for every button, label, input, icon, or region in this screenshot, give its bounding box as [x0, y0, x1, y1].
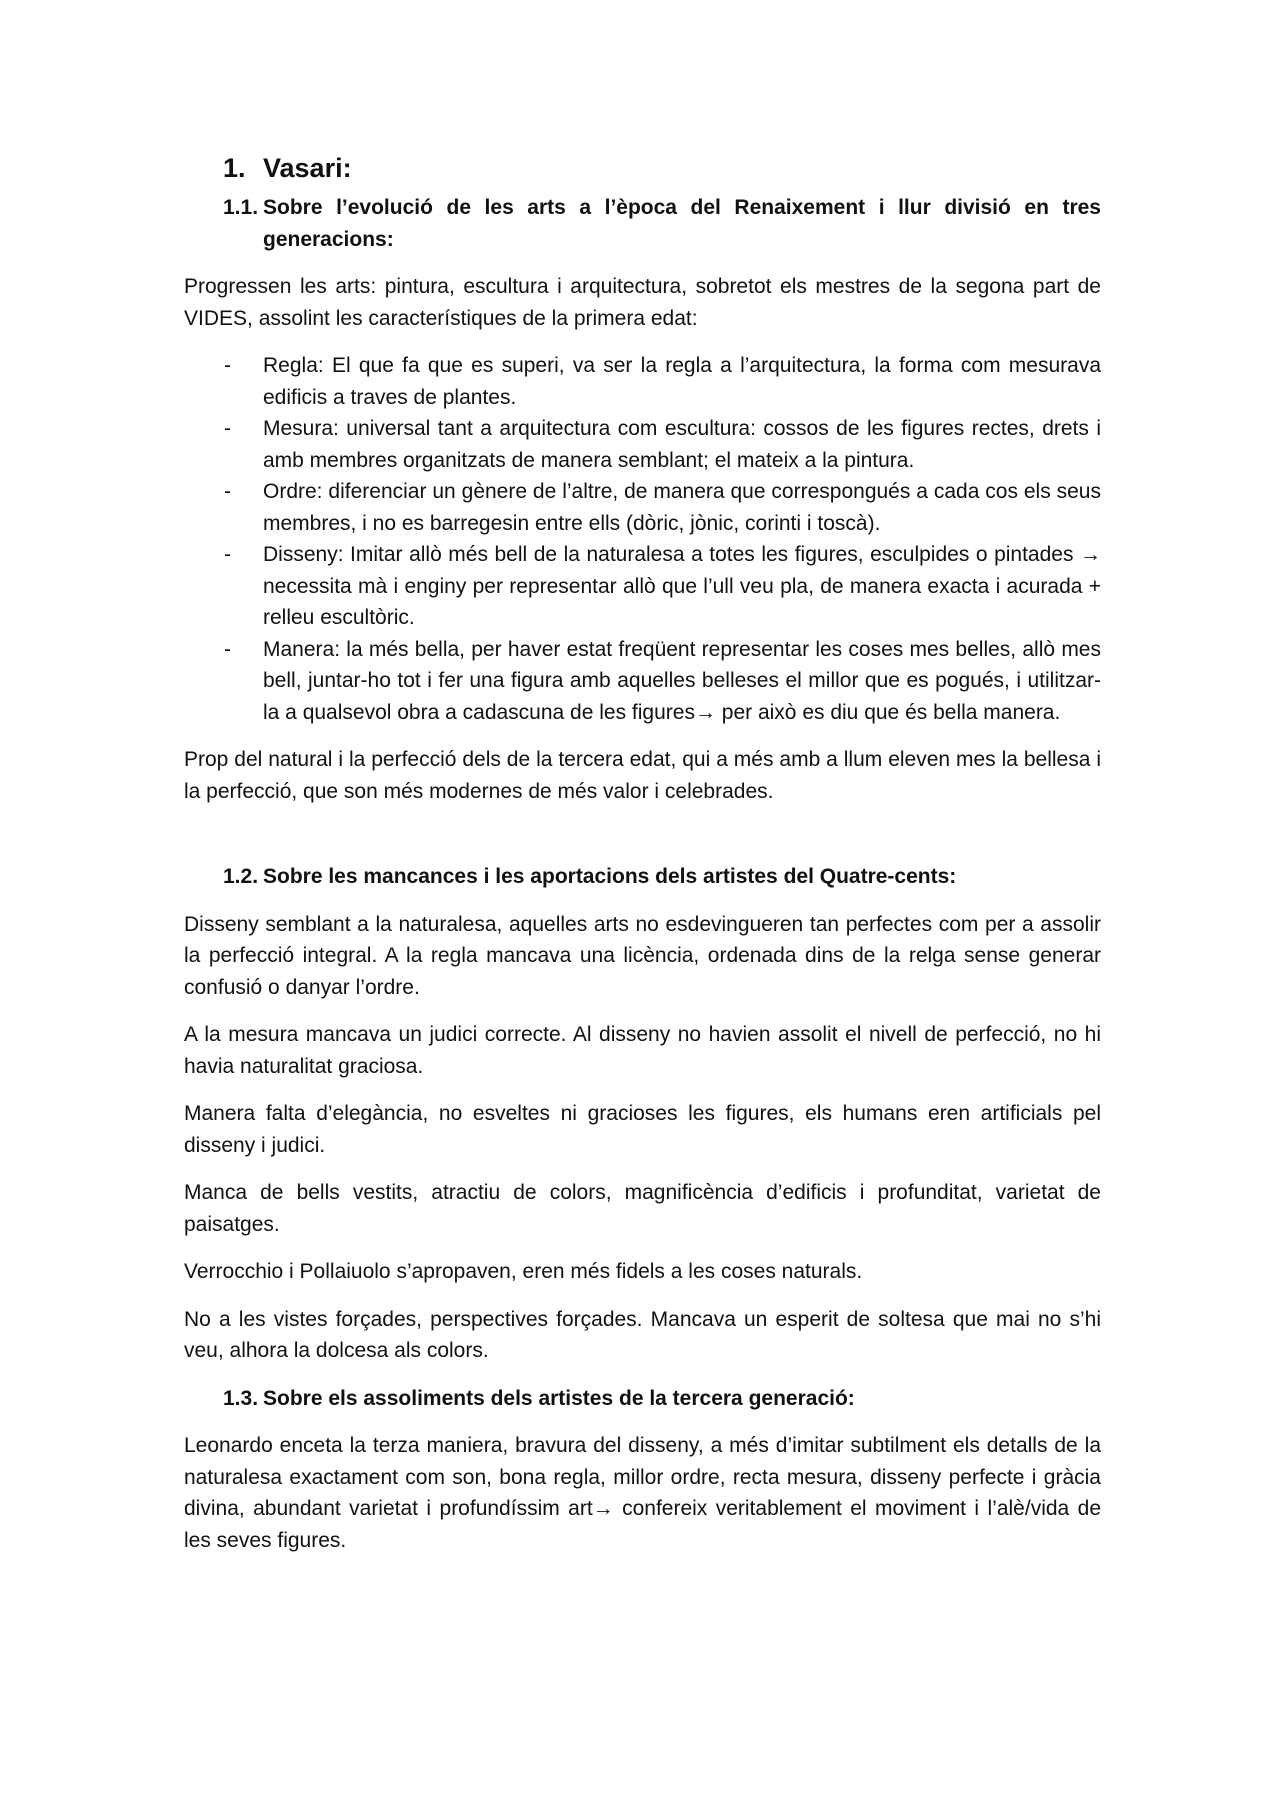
document-page: [184, 150, 1101, 1556]
list-item: [184, 476, 1101, 539]
list-item: [184, 350, 1101, 413]
list-item-text: Mesura: universal tant a arquitectura com escultura: cossos de les figures rectes, drets i amb membres organitzats de manera semblant; el mateix a la pintura.: [263, 417, 1101, 472]
heading-1: [223, 150, 1101, 186]
list-item: [184, 634, 1101, 729]
heading-1-3: [223, 1383, 1101, 1415]
paragraph-manca: Manca de bells vestits, atractiu de colors, magnificència d’edificis i profunditat, varietat de paisatges.: [184, 1181, 1101, 1236]
paragraph-mesura: A la mesura mancava un judici correcte. Al disseny no havien assolit el nivell de perfecció, no hi havia naturalitat graciosa.: [184, 1023, 1101, 1078]
heading-1-1: [223, 192, 1101, 255]
characteristics-list: [184, 350, 1101, 728]
list-dash: -: [224, 480, 231, 503]
paragraph-leonardo: Leonardo enceta la terza maniera, bravura del disseny, a més d’imitar subtilment els detalls de la naturalesa exactament com son, bona regla, millor ordre, recta mesura, disseny perfecte i gràcia divina, abundant varietat i profundíssim art→ confereix veritablement el moviment i l’alè/vida de les seves figures.: [184, 1434, 1101, 1552]
heading-1-2-number: 1.2.: [223, 865, 259, 888]
heading-1-2-title: Sobre les mancances i les aportacions dels artistes del Quatre-cents:: [263, 865, 957, 888]
paragraph-disseny: Disseny semblant a la naturalesa, aquelles arts no esdevingueren tan perfectes com per a assolir la perfecció integral. A la regla mancava una licència, ordenada dins de la relga sense generar confusió o danyar l’ordre.: [184, 912, 1101, 999]
list-dash: -: [224, 637, 231, 661]
paragraph-third-age: Prop del natural i la perfecció dels de la tercera edat, qui a més amb a llum eleven mes la bellesa i la perfecció, que son més modernes de més valor i celebrades.: [184, 748, 1101, 803]
heading-1-1-number: 1.1.: [223, 196, 259, 219]
heading-1-2: [223, 861, 1101, 893]
list-dash: -: [224, 543, 231, 566]
paragraph-verrocchio: Verrocchio i Pollaiuolo s’apropaven, eren més fidels a les coses naturals.: [184, 1260, 863, 1283]
heading-1-number: 1.: [223, 153, 246, 183]
list-item-text: Disseny: Imitar allò més bell de la naturalesa a totes les figures, esculpides o pintades → necessita mà i enginy per representar allò que l’ull veu pla, de manera exacta i acurada + relleu escultòric.: [263, 543, 1101, 629]
paragraph-manera: Manera falta d’elegància, no esveltes ni gracioses les figures, els humans eren artificials pel disseny i judici.: [184, 1102, 1101, 1157]
list-dash: -: [224, 417, 231, 440]
spacer: [184, 807, 1101, 861]
list-item-text: Regla: El que fa que es superi, va ser la regla a l’arquitectura, la forma com mesurava edificis a traves de plantes.: [263, 354, 1101, 409]
list-item: [184, 413, 1101, 476]
list-item-text: Ordre: diferenciar un gènere de l’altre, de manera que correspongués a cada cos els seus membres, i no es barregesin entre ells (dòric, jònic, corinti i toscà).: [263, 480, 1101, 535]
heading-1-3-number: 1.3.: [223, 1386, 259, 1410]
list-dash: -: [224, 354, 231, 377]
paragraph-intro: Progressen les arts: pintura, escultura i arquitectura, sobretot els mestres de la segona part de VIDES, assolint les característiques de la primera edat:: [184, 275, 1101, 330]
heading-1-1-title: Sobre l’evolució de les arts a l’època del Renaixement i llur divisió en tres generacions:: [263, 196, 1101, 251]
paragraph-vistes: No a les vistes forçades, perspectives forçades. Mancava un esperit de soltesa que mai no s’hi veu, alhora la dolcesa als colors.: [184, 1307, 1101, 1362]
heading-1-text: Vasari:: [263, 153, 352, 183]
list-item: [184, 539, 1101, 634]
heading-1-3-title: Sobre els assoliments dels artistes de la tercera generació:: [263, 1386, 855, 1410]
list-item-text: Manera: la més bella, per haver estat freqüent representar les coses mes belles, allò mes bell, juntar-ho tot i fer una figura amb aquelles belleses el millor que es pogués, i utilitzar-la a qualsevol obra a cadascuna de les figures→ per això es diu que és bella manera.: [263, 637, 1101, 724]
